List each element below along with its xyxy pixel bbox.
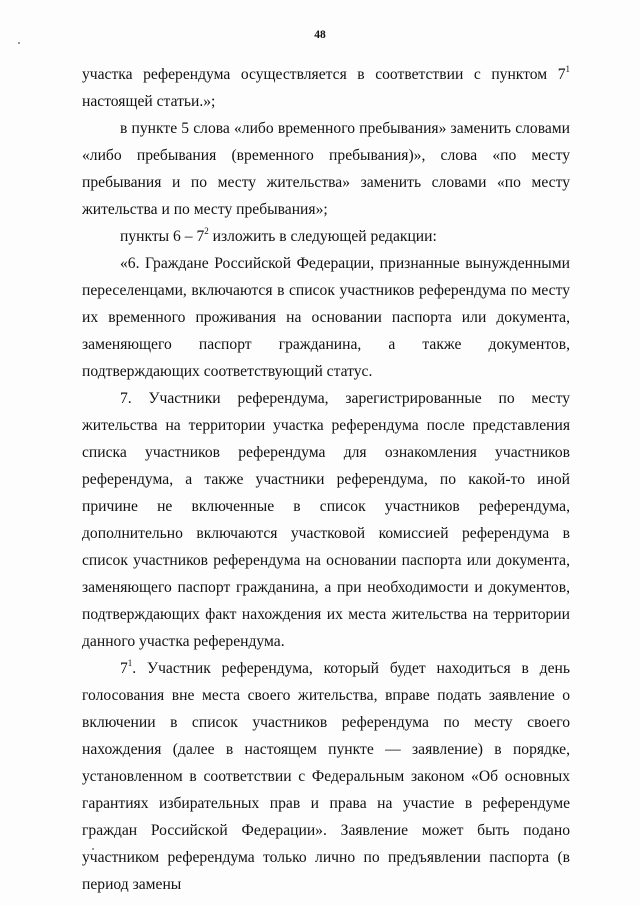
paragraph-text: . Участник референдума, который будет находиться в день голосования вне места своего жительства, вправе подать заявление о включении в список участников референдума по месту своего нахождения (далее в настоящем пункте — заявление) в порядке, установленном в соответствии с Федеральным законом «Об основных гарантиях избирательных прав и права на участие в референдуме граждан Российской Федерации». Заявление может быть подано участником референдума только лично по предъявлении паспорта (в период замены [82, 660, 570, 893]
superscript: 2 [204, 226, 209, 236]
paragraph-text: 7. Участники референдума, зарегистрированные по месту жительства на территории участка референдума после представления списка участников референдума для ознакомления участников референдума, а также участники референдума, по какой-то иной причине не включенные в список участников референдума, дополнительно включаются участковой комиссией референдума в список участников референдума на основании паспорта или документа, заменяющего паспорт гражданина, а при необходимости и документов, подтверждающих факт нахождения их места жительства на территории данного участка референдума. [82, 390, 570, 650]
paragraph-text: 7 [120, 660, 128, 677]
page-number: 48 [314, 29, 326, 41]
paragraph [82, 250, 570, 385]
scan-speck [18, 42, 20, 44]
superscript: 1 [565, 64, 570, 74]
paragraph-text: «6. Граждане Российской Федерации, признанные вынужденными переселенцами, включаются в список участников референдума по месту их временного проживания на основании паспорта или документа, заменяющего паспорт гражданина, а также документов, подтверждающих соответствующий статус. [82, 255, 570, 380]
paragraph [82, 655, 570, 898]
paragraph [82, 61, 570, 115]
paragraph-text: пункты 6 – 7 [120, 228, 205, 245]
paragraph [82, 223, 570, 250]
paragraph-text: настоящей статьи.»; [82, 93, 216, 110]
paragraph-text: участка референдума осуществляется в соответствии с пунктом 7 [82, 66, 566, 83]
paragraph-text: в пункте 5 слова «либо временного пребывания» заменить словами «либо пребывания (временного пребывания)», слова «по месту пребывания и по месту жительства» заменить словами «по месту жительства и по месту пребывания»; [82, 120, 570, 218]
paragraph [82, 385, 570, 655]
superscript: 1 [127, 658, 133, 668]
paragraph-text: изложить в следующей редакции: [208, 228, 437, 245]
paragraph [82, 115, 570, 223]
document-body [82, 61, 570, 898]
